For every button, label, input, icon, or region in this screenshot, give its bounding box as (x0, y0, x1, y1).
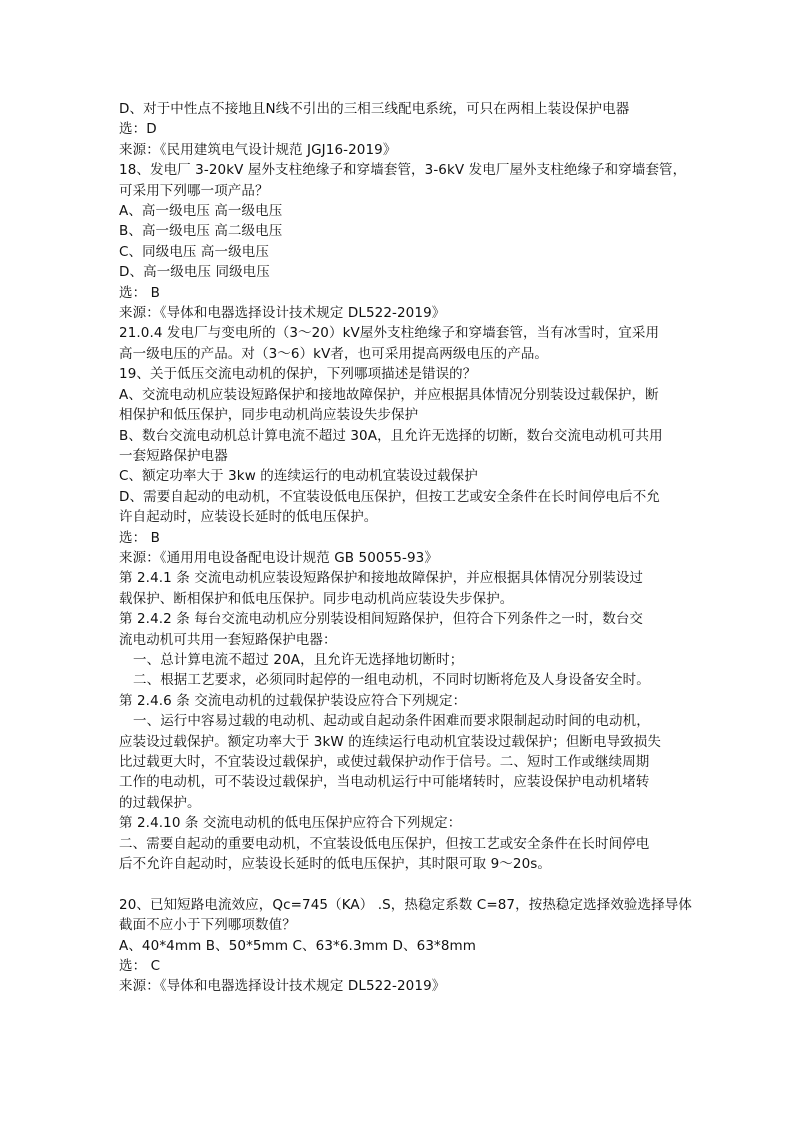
list-item: 二、根据工艺要求，必须同时起停的一组电动机，不同时切断将危及人身设备安全时。 (133, 672, 650, 689)
list-item: 一、运行中容易过载的电动机、起动或自起动条件困难而要求限制起动时间的电动机， (133, 713, 650, 730)
text-line: 后不允许自起动时，应装设长延时的低电压保护，其时限可取 9～20s。 (119, 856, 551, 873)
blank-line (119, 874, 679, 894)
question-18: 18、发电厂 3-20kV 屋外支柱绝缘子和穿墙套管，3-6kV 发电厂屋外支柱绝缘子和穿墙套管， (119, 162, 687, 179)
options-line: A、40*4mm B、50*5mm C、63*6.3mm D、63*8mm (119, 937, 477, 954)
text-line: 二、需要自起动的重要电动机，不宜装设低电压保护，但按工艺或安全条件在长时间停电 (119, 835, 650, 852)
source-line: 来源：《导体和电器选择设计技术规定 DL522-2019》 (119, 305, 446, 322)
clause-2-4-1: 第 2.4.1 条 交流电动机应装设短路保护和接地故障保护，并应根据具体情况分别装设过 (119, 570, 644, 587)
text-line: 流电动机可共用一套短路保护电器： (119, 631, 337, 648)
text-line: 可采用下列哪一项产品？ (119, 182, 269, 199)
text-line: 21.0.4 发电厂与变电所的（3～20）kV屋外支柱绝缘子和穿墙套管，当有冰雪时，宜采用 (119, 325, 660, 342)
option-a: A、高一级电压 高一级电压 (119, 203, 283, 220)
source-line: 来源：《民用建筑电气设计规范 JGJ16-2019》 (119, 141, 397, 158)
clause-2-4-10: 第 2.4.10 条 交流电动机的低电压保护应符合下列规定： (119, 815, 462, 832)
text-line: 许自起动时，应装设长延时的低电压保护。 (119, 509, 378, 526)
answer-line: 选： B (119, 284, 160, 301)
option-d: D、需要自起动的电动机，不宜装设低电压保护，但按工艺或安全条件在长时间停电后不允 (119, 488, 660, 505)
text-line: 一套短路保护电器 (119, 447, 228, 464)
clause-2-4-6: 第 2.4.6 条 交流电动机的过载保护装设应符合下列规定： (119, 692, 467, 709)
source-line: 来源：《通用用电设备配电设计规范 GB 50055-93》 (119, 549, 438, 566)
question-20: 20、已知短路电流效应，Qc=745（KA） .S，热稳定系数 C=87，按热稳定选择效验选择导体 (119, 896, 692, 913)
clause-2-4-2: 第 2.4.2 条 每台交流电动机应分别装设相间短路保护，但符合下列条件之一时，数台交 (119, 611, 644, 628)
text-line: 载保护、断相保护和低电压保护。同步电动机尚应装设失步保护。 (119, 590, 514, 607)
text-line: 比过载更大时，不宜装设过载保护，或使过载保护动作于信号。二、短时工作或继续周期 (119, 754, 650, 770)
source-line: 来源：《导体和电器选择设计技术规定 DL522-2019》 (119, 978, 446, 995)
option-c: C、额定功率大于 3kw 的连续运行的电动机宜装设过载保护 (119, 468, 478, 485)
answer-line: 选：D (119, 121, 157, 138)
text-line: 相保护和低压保护，同步电动机尚应装设失步保护 (119, 407, 419, 424)
question-19: 19、关于低压交流电动机的保护，下列哪项描述是错误的？ (119, 366, 477, 383)
text-line: 应装设过载保护。额定功率大于 3kW 的连续运行电动机宜装设过载保护；但断电导致损失 (119, 733, 662, 750)
text-line: 工作的电动机，可不装设过载保护，当电动机运行中可能堵转时，应装设保护电动机堵转 (119, 774, 650, 791)
option-a: A、交流电动机应装设短路保护和接地故障保护，并应根据具体情况分别装设过载保护，断 (119, 386, 659, 403)
text-line: 的过载保护。 (119, 794, 201, 811)
text-line: 高一级电压的产品。对（3～6）kV者，也可采用提高两级电压的产品。 (119, 345, 549, 362)
text-line: 截面不应小于下列哪项数值？ (119, 917, 296, 934)
answer-line: 选： B (119, 529, 160, 546)
option-b: B、数台交流电动机总计算电流不超过 30A，且允许无选择的切断，数台交流电动机可共用 (119, 427, 663, 444)
option-b: B、高一级电压 高二级电压 (119, 223, 283, 240)
text-line: D、对于中性点不接地且N线不引出的三相三线配电系统，可只在两相上装设保护电器 (119, 101, 630, 117)
option-c: C、同级电压 高一级电压 (119, 243, 269, 260)
option-d: D、高一级电压 同级电压 (119, 264, 270, 281)
document-body (119, 99, 692, 997)
answer-line: 选： C (119, 958, 161, 975)
list-item: 一、总计算电流不超过 20A，且允许无选择地切断时； (133, 651, 464, 668)
